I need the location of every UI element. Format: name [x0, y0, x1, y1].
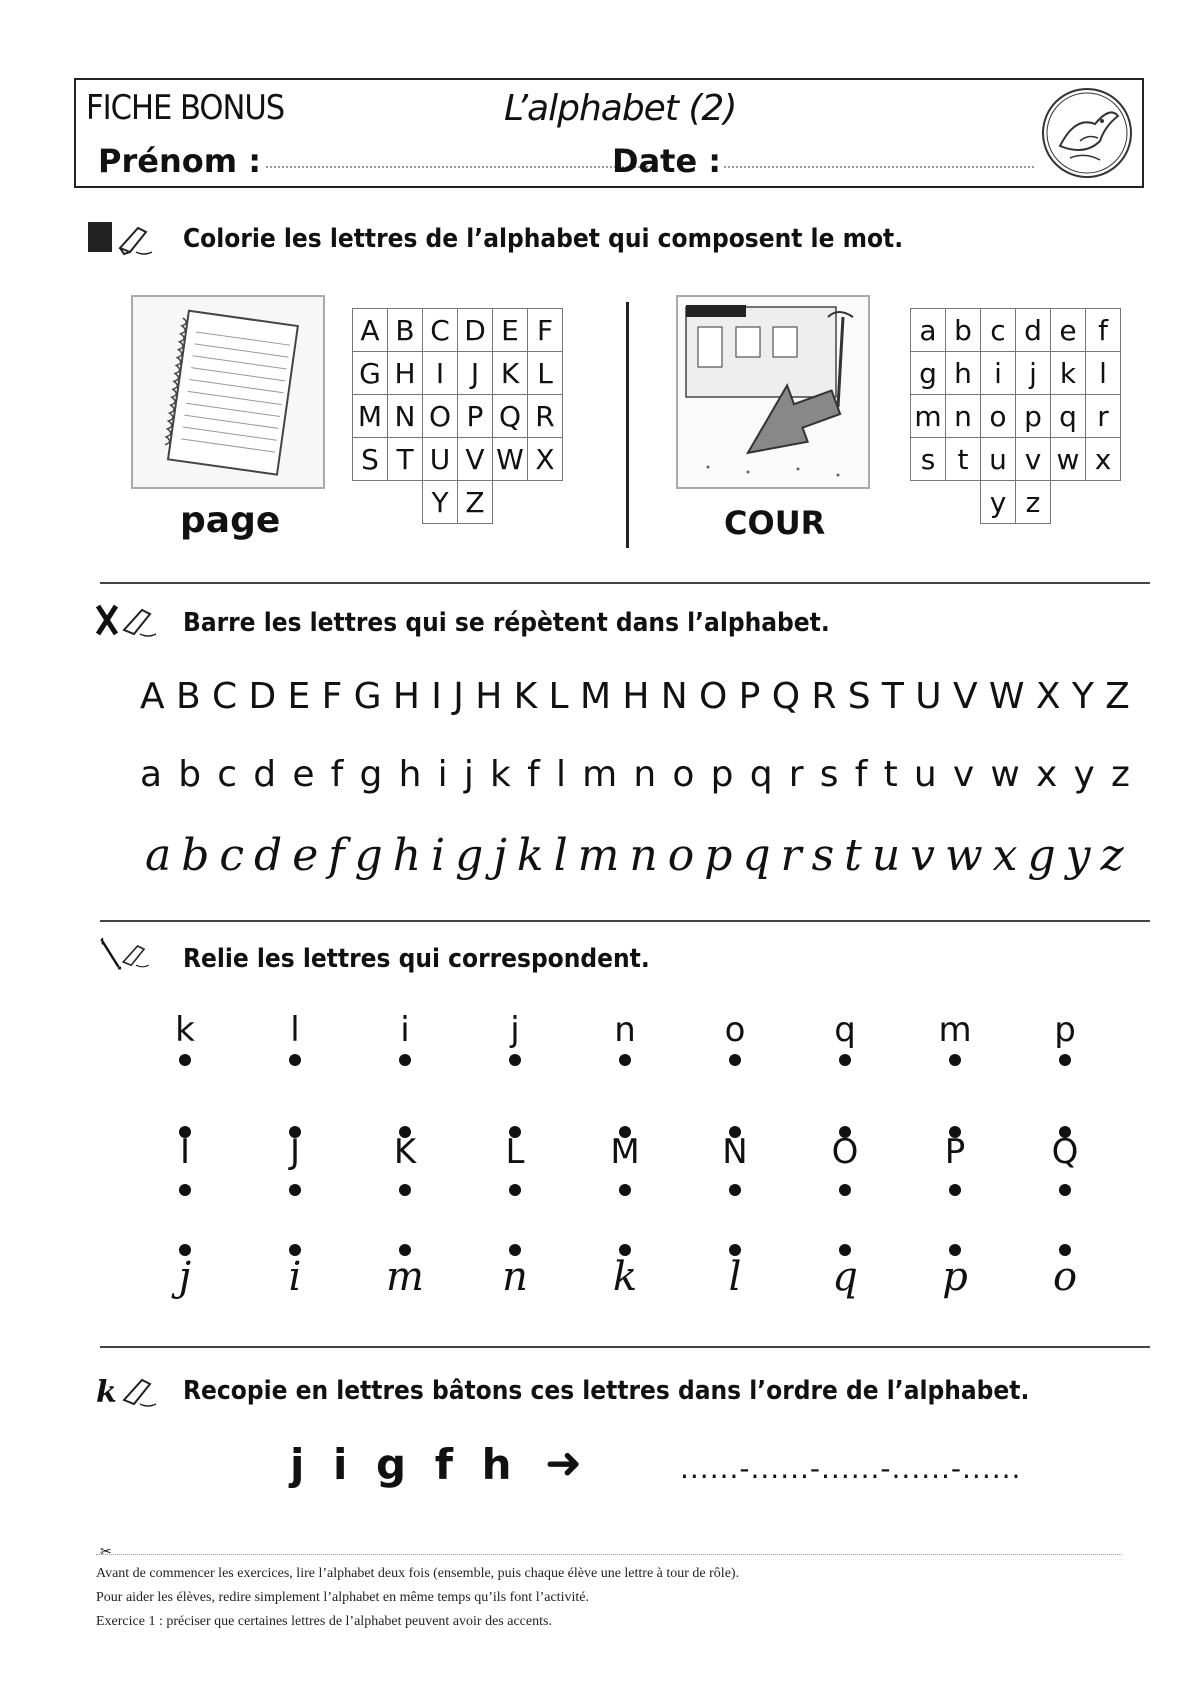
- match-item[interactable]: [485, 1126, 545, 1196]
- match-row-lowercase: [155, 1010, 1095, 1080]
- match-dot[interactable]: [839, 1054, 851, 1066]
- alphabet-letter[interactable]: J: [453, 676, 464, 717]
- lower-cell[interactable]: s: [911, 438, 946, 481]
- copy-pencil-icon: [96, 1370, 168, 1410]
- upper-cell[interactable]: W: [493, 438, 528, 481]
- match-item[interactable]: [705, 1244, 765, 1314]
- lower-cell[interactable]: g: [911, 352, 946, 395]
- match-letter: L: [505, 1132, 525, 1172]
- match-dot[interactable]: [179, 1054, 191, 1066]
- lower-cell[interactable]: w: [1051, 438, 1086, 481]
- uppercase-grid: [352, 308, 563, 524]
- upper-cell[interactable]: Z: [458, 481, 493, 524]
- cursive-alphabet-line: abcdefghigjklmnopqrstuvwxgyz: [145, 830, 1134, 881]
- upper-cell[interactable]: V: [458, 438, 493, 481]
- match-letter: K: [393, 1132, 417, 1172]
- match-letter: p: [942, 1254, 968, 1300]
- upper-cell[interactable]: X: [528, 438, 563, 481]
- alphabet-letter[interactable]: a: [140, 754, 163, 795]
- alphabet-letter[interactable]: S: [847, 676, 871, 717]
- match-item[interactable]: [925, 1010, 985, 1080]
- alphabet-letter[interactable]: I: [431, 676, 442, 717]
- lower-cell[interactable]: f: [1086, 309, 1121, 352]
- match-item[interactable]: [815, 1244, 875, 1314]
- section-divider: [100, 582, 1150, 584]
- copy-answer-field[interactable]: ......-......-......-......-......: [680, 1452, 1022, 1485]
- bird-logo-icon: [1040, 86, 1134, 180]
- upper-cell[interactable]: E: [493, 309, 528, 352]
- alphabet-letter[interactable]: B: [175, 676, 201, 717]
- alphabet-letter[interactable]: U: [915, 676, 942, 717]
- notebook-icon: [133, 297, 323, 487]
- match-item[interactable]: [815, 1010, 875, 1080]
- match-item[interactable]: [1035, 1126, 1095, 1196]
- lower-cell[interactable]: q: [1051, 395, 1086, 438]
- empty-cell: [493, 481, 528, 524]
- lower-cell[interactable]: j: [1016, 352, 1051, 395]
- prenom-field[interactable]: [266, 166, 656, 168]
- lower-cell[interactable]: h: [946, 352, 981, 395]
- alphabet-letter[interactable]: f: [330, 754, 344, 795]
- match-dot[interactable]: [619, 1184, 631, 1196]
- match-dot[interactable]: [1059, 1184, 1071, 1196]
- upper-cell[interactable]: I: [423, 352, 458, 395]
- alphabet-letter[interactable]: O: [699, 676, 728, 717]
- upper-cell[interactable]: R: [528, 395, 563, 438]
- lower-cell[interactable]: m: [911, 395, 946, 438]
- lower-cell[interactable]: n: [946, 395, 981, 438]
- match-item[interactable]: [815, 1126, 875, 1196]
- ex1-instruction: Colorie les lettres de l’alphabet qui composent le mot.: [183, 224, 904, 254]
- alphabet-letter[interactable]: e: [292, 754, 315, 795]
- upper-cell[interactable]: F: [528, 309, 563, 352]
- lower-cell[interactable]: t: [946, 438, 981, 481]
- lower-cell[interactable]: v: [1016, 438, 1051, 481]
- match-item[interactable]: [155, 1244, 215, 1314]
- lowercase-alphabet-line: [140, 754, 1130, 795]
- alphabet-letter[interactable]: c: [217, 754, 238, 795]
- courtyard-image: [676, 295, 870, 489]
- upper-cell[interactable]: S: [353, 438, 388, 481]
- upper-cell[interactable]: D: [458, 309, 493, 352]
- lower-cell[interactable]: u: [981, 438, 1016, 481]
- lower-cell[interactable]: o: [981, 395, 1016, 438]
- match-item[interactable]: [705, 1010, 765, 1080]
- match-dot[interactable]: [729, 1054, 741, 1066]
- match-item[interactable]: [265, 1244, 325, 1314]
- upper-cell[interactable]: P: [458, 395, 493, 438]
- upper-cell[interactable]: B: [388, 309, 423, 352]
- svg-text:k: k: [96, 1375, 117, 1410]
- word-page: page: [180, 500, 281, 541]
- match-letter: Q: [1051, 1132, 1079, 1172]
- match-dot[interactable]: [399, 1184, 411, 1196]
- lower-cell[interactable]: d: [1016, 309, 1051, 352]
- alphabet-letter[interactable]: D: [248, 676, 277, 717]
- match-item[interactable]: [485, 1010, 545, 1080]
- alphabet-letter[interactable]: M: [579, 676, 611, 717]
- alphabet-letter[interactable]: r: [788, 754, 804, 795]
- match-letter: l: [728, 1254, 742, 1300]
- lower-cell[interactable]: l: [1086, 352, 1121, 395]
- upper-cell[interactable]: J: [458, 352, 493, 395]
- match-dot[interactable]: [509, 1184, 521, 1196]
- uppercase-alphabet-line: [140, 676, 1130, 717]
- alphabet-letter[interactable]: F: [321, 676, 343, 717]
- match-item[interactable]: [1035, 1244, 1095, 1314]
- alphabet-letter[interactable]: u: [913, 754, 937, 795]
- alphabet-letter[interactable]: g: [359, 754, 383, 795]
- alphabet-letter[interactable]: n: [633, 754, 657, 795]
- alphabet-letter[interactable]: b: [178, 754, 202, 795]
- alphabet-letter[interactable]: x: [1036, 754, 1058, 795]
- match-item[interactable]: [155, 1010, 215, 1080]
- upper-cell[interactable]: H: [388, 352, 423, 395]
- divider-vertical: [626, 302, 629, 548]
- alphabet-letter[interactable]: y: [1073, 754, 1095, 795]
- match-item[interactable]: [155, 1126, 215, 1196]
- alphabet-letter[interactable]: N: [660, 676, 688, 717]
- cross-pencil-icon: [96, 600, 168, 640]
- notebook-image: [131, 295, 325, 489]
- match-letter: o: [1052, 1254, 1078, 1300]
- alphabet-letter[interactable]: H: [475, 676, 503, 717]
- date-field[interactable]: [724, 166, 1034, 168]
- empty-cell: [1086, 481, 1121, 524]
- match-dot[interactable]: [289, 1054, 301, 1066]
- match-dot[interactable]: [839, 1184, 851, 1196]
- ex4-instruction: Recopie en lettres bâtons ces lettres dans l’ordre de l’alphabet.: [183, 1376, 1030, 1406]
- ex3-instruction: Relie les lettres qui correspondent.: [183, 944, 650, 974]
- match-row-uppercase: [155, 1126, 1095, 1196]
- empty-cell: [1051, 481, 1086, 524]
- note-2: Pour aider les élèves, redire simplement l’alphabet en même temps qu’ils font l’activité.: [96, 1590, 589, 1605]
- alphabet-letter[interactable]: Z: [1105, 676, 1130, 717]
- scissors-icon: ✂: [100, 1544, 112, 1560]
- match-dot[interactable]: [289, 1184, 301, 1196]
- alphabet-letter[interactable]: H: [392, 676, 420, 717]
- alphabet-letter[interactable]: C: [212, 676, 238, 717]
- alphabet-letter[interactable]: l: [555, 754, 566, 795]
- alphabet-letter[interactable]: t: [883, 754, 898, 795]
- alphabet-letter[interactable]: Q: [771, 676, 801, 717]
- match-letter: q: [834, 1010, 856, 1050]
- alphabet-letter[interactable]: G: [353, 676, 382, 717]
- match-item[interactable]: [265, 1126, 325, 1196]
- upper-cell[interactable]: A: [353, 309, 388, 352]
- match-letter: i: [288, 1254, 302, 1300]
- match-letter: n: [614, 1010, 636, 1050]
- match-letter: q: [832, 1254, 858, 1300]
- match-letter: p: [1054, 1010, 1076, 1050]
- alphabet-letter[interactable]: m: [582, 754, 618, 795]
- lower-cell[interactable]: a: [911, 309, 946, 352]
- alphabet-letter[interactable]: d: [253, 754, 277, 795]
- alphabet-letter[interactable]: w: [990, 754, 1020, 795]
- page-title: L’alphabet (2): [504, 88, 737, 129]
- copy-letters: j i g f h: [290, 1440, 512, 1489]
- alphabet-letter[interactable]: V: [952, 676, 978, 717]
- alphabet-letter[interactable]: K: [513, 676, 538, 717]
- lower-cell[interactable]: c: [981, 309, 1016, 352]
- section-divider: [100, 920, 1150, 922]
- match-item[interactable]: [925, 1126, 985, 1196]
- arrow-right-icon: ➜: [545, 1438, 582, 1489]
- match-item[interactable]: [375, 1244, 435, 1314]
- alphabet-letter[interactable]: H: [622, 676, 650, 717]
- match-letter: P: [944, 1132, 966, 1172]
- upper-cell[interactable]: L: [528, 352, 563, 395]
- match-item[interactable]: [265, 1010, 325, 1080]
- match-letter: n: [502, 1254, 528, 1300]
- match-letter: m: [938, 1010, 972, 1050]
- date-label: Date :: [612, 142, 722, 180]
- lower-cell[interactable]: b: [946, 309, 981, 352]
- match-dot[interactable]: [949, 1184, 961, 1196]
- match-dot[interactable]: [619, 1054, 631, 1066]
- lower-cell[interactable]: k: [1051, 352, 1086, 395]
- match-item[interactable]: [375, 1126, 435, 1196]
- match-letter: N: [722, 1132, 748, 1172]
- match-dot[interactable]: [729, 1184, 741, 1196]
- match-dot[interactable]: [399, 1054, 411, 1066]
- match-item[interactable]: [595, 1010, 655, 1080]
- match-dot[interactable]: [949, 1054, 961, 1066]
- courtyard-icon: [678, 297, 868, 487]
- lower-cell[interactable]: z: [1016, 481, 1051, 524]
- match-letter: o: [724, 1010, 746, 1050]
- lower-cell[interactable]: r: [1086, 395, 1121, 438]
- alphabet-letter[interactable]: q: [749, 754, 773, 795]
- upper-cell[interactable]: K: [493, 352, 528, 395]
- alphabet-letter[interactable]: o: [672, 754, 695, 795]
- alphabet-letter[interactable]: Y: [1071, 676, 1094, 717]
- empty-cell: [353, 481, 388, 524]
- match-item[interactable]: [375, 1010, 435, 1080]
- match-letter: j: [510, 1010, 520, 1050]
- lowercase-grid: [910, 308, 1121, 524]
- alphabet-letter[interactable]: i: [437, 754, 448, 795]
- match-letter: O: [831, 1132, 859, 1172]
- match-item[interactable]: [705, 1126, 765, 1196]
- alphabet-letter[interactable]: p: [710, 754, 734, 795]
- match-dot[interactable]: [509, 1054, 521, 1066]
- alphabet-letter[interactable]: v: [952, 754, 975, 795]
- color-pencil-icon: [86, 218, 158, 258]
- alphabet-letter[interactable]: h: [398, 754, 422, 795]
- match-row-cursive: [155, 1244, 1095, 1314]
- alphabet-letter[interactable]: X: [1035, 676, 1061, 717]
- alphabet-letter[interactable]: k: [490, 754, 511, 795]
- alphabet-letter[interactable]: R: [811, 676, 837, 717]
- match-letter: I: [179, 1132, 191, 1172]
- alphabet-letter[interactable]: T: [881, 676, 904, 717]
- match-item[interactable]: [925, 1244, 985, 1314]
- word-cour: COUR: [724, 504, 826, 542]
- empty-cell: [388, 481, 423, 524]
- match-item[interactable]: [1035, 1010, 1095, 1080]
- upper-cell[interactable]: G: [353, 352, 388, 395]
- alphabet-letter[interactable]: E: [287, 676, 311, 717]
- note-1: Avant de commencer les exercices, lire l’alphabet deux fois (ensemble, puis chaque élève une lettre à tour de rôle).: [96, 1566, 740, 1581]
- alphabet-letter[interactable]: f: [527, 754, 540, 795]
- empty-cell: [946, 481, 981, 524]
- section-divider: [100, 1346, 1150, 1348]
- alphabet-letter[interactable]: A: [140, 676, 165, 717]
- match-item[interactable]: [485, 1244, 545, 1314]
- lower-cell[interactable]: p: [1016, 395, 1051, 438]
- upper-cell[interactable]: U: [423, 438, 458, 481]
- upper-cell[interactable]: T: [388, 438, 423, 481]
- note-3: Exercice 1 : préciser que certaines lettres de l’alphabet peuvent avoir des accents.: [96, 1614, 552, 1629]
- fiche-title: FICHE BONUS: [86, 88, 285, 128]
- upper-cell[interactable]: Q: [493, 395, 528, 438]
- ex2-instruction: Barre les lettres qui se répètent dans l’alphabet.: [183, 608, 830, 638]
- empty-cell: [911, 481, 946, 524]
- match-letter: k: [612, 1254, 638, 1300]
- alphabet-letter[interactable]: j: [463, 754, 474, 795]
- alphabet-letter[interactable]: P: [738, 676, 761, 717]
- prenom-label: Prénom :: [98, 142, 261, 180]
- upper-cell[interactable]: M: [353, 395, 388, 438]
- match-dot[interactable]: [1059, 1054, 1071, 1066]
- match-letter: k: [175, 1010, 195, 1050]
- match-dot[interactable]: [179, 1184, 191, 1196]
- alphabet-letter[interactable]: L: [548, 676, 569, 717]
- header-box: [74, 78, 1144, 188]
- lower-cell[interactable]: x: [1086, 438, 1121, 481]
- lower-cell[interactable]: y: [981, 481, 1016, 524]
- link-pencil-icon: [92, 938, 164, 978]
- match-item[interactable]: [595, 1244, 655, 1314]
- alphabet-letter[interactable]: s: [819, 754, 839, 795]
- match-letter: j: [178, 1254, 192, 1300]
- lower-cell[interactable]: i: [981, 352, 1016, 395]
- upper-cell[interactable]: C: [423, 309, 458, 352]
- upper-cell[interactable]: N: [388, 395, 423, 438]
- cut-line: [96, 1554, 1122, 1555]
- upper-cell[interactable]: Y: [423, 481, 458, 524]
- match-item[interactable]: [595, 1126, 655, 1196]
- match-letter: m: [386, 1254, 424, 1300]
- empty-cell: [528, 481, 563, 524]
- alphabet-letter[interactable]: W: [988, 676, 1025, 717]
- alphabet-letter[interactable]: z: [1111, 754, 1130, 795]
- lower-cell[interactable]: e: [1051, 309, 1086, 352]
- match-letter: M: [610, 1132, 640, 1172]
- alphabet-letter[interactable]: f: [854, 754, 868, 795]
- match-letter: J: [289, 1132, 301, 1172]
- upper-cell[interactable]: O: [423, 395, 458, 438]
- match-letter: l: [290, 1010, 300, 1050]
- match-letter: i: [400, 1010, 410, 1050]
